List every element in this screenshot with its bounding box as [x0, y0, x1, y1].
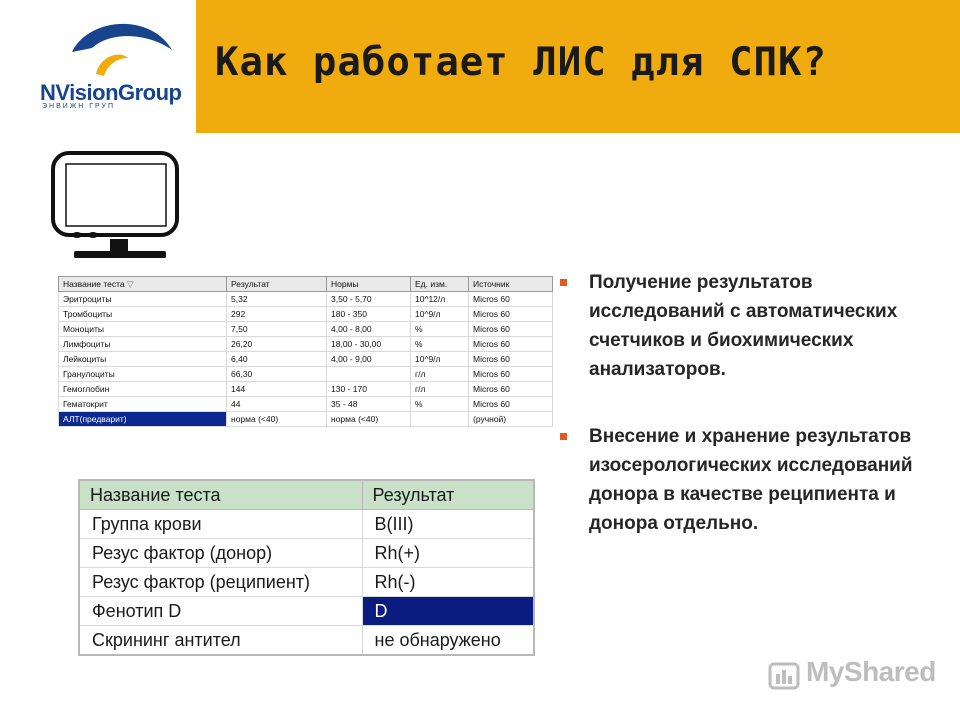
- table-row[interactable]: [59, 352, 553, 367]
- table-cell: 130 - 170: [327, 382, 411, 397]
- page-title: Как работает ЛИС для СПК?: [215, 40, 827, 85]
- table-cell: 10^9/л: [411, 307, 469, 322]
- bullet-text: Получение результатов исследований с автоматических счетчиков и биохимических анализаторов.: [589, 272, 898, 380]
- table-header-row: [59, 277, 553, 292]
- table-cell: D: [362, 597, 534, 626]
- table-header-row: [79, 480, 534, 510]
- bullet-list: [558, 268, 928, 538]
- table-cell: (ручной): [469, 412, 553, 427]
- table-cell: Резус фактор (реципиент): [79, 568, 362, 597]
- table-cell: Гранулоциты: [59, 367, 227, 382]
- sort-arrow-icon[interactable]: ▽: [127, 278, 134, 289]
- table-cell: Micros 60: [469, 367, 553, 382]
- column-header[interactable]: Результат: [227, 277, 327, 292]
- table-cell: Micros 60: [469, 307, 553, 322]
- table-cell: АЛТ(предварит): [59, 412, 227, 427]
- table-cell: г/л: [411, 382, 469, 397]
- logo-swoosh-icon: [0, 0, 196, 85]
- table-cell: 292: [227, 307, 327, 322]
- table-cell: 35 - 48: [327, 397, 411, 412]
- table-cell: норма (<40): [227, 412, 327, 427]
- table-cell: Micros 60: [469, 397, 553, 412]
- table-cell: Тромбоциты: [59, 307, 227, 322]
- table-cell: 10^12/л: [411, 292, 469, 307]
- table-row[interactable]: [59, 367, 553, 382]
- bullet-marker: [560, 279, 567, 286]
- table-cell: Micros 60: [469, 337, 553, 352]
- logo-subtitle: ЭНВИЖН ГРУП: [42, 103, 116, 110]
- column-header[interactable]: [59, 277, 227, 292]
- table-cell: [327, 367, 411, 382]
- table-cell: не обнаружено: [362, 626, 534, 656]
- table-row[interactable]: [59, 337, 553, 352]
- table-cell: Скрининг антител: [79, 626, 362, 656]
- table-row[interactable]: [79, 568, 534, 597]
- column-header[interactable]: Источник: [469, 277, 553, 292]
- table-cell: Micros 60: [469, 352, 553, 367]
- table-row-selected[interactable]: [59, 412, 553, 427]
- table-cell: Micros 60: [469, 382, 553, 397]
- table-cell: Группа крови: [79, 510, 362, 539]
- table-row-selected[interactable]: [79, 597, 534, 626]
- table-row[interactable]: [79, 510, 534, 539]
- table-cell: Гематокрит: [59, 397, 227, 412]
- table-cell: Моноциты: [59, 322, 227, 337]
- table-cell: %: [411, 397, 469, 412]
- table-cell: 6,40: [227, 352, 327, 367]
- table-cell: Лейкоциты: [59, 352, 227, 367]
- table-cell: норма (<40): [327, 412, 411, 427]
- table-cell: B(III): [362, 510, 534, 539]
- lab-results-table: [58, 276, 553, 427]
- logo-name: NVisionGroup: [40, 80, 182, 105]
- monitor-icon: [50, 150, 182, 265]
- table-cell: %: [411, 322, 469, 337]
- column-header[interactable]: Название теста: [79, 480, 362, 510]
- column-header-label: Название теста: [63, 278, 125, 289]
- bullet-item: [558, 422, 928, 538]
- table-cell: %: [411, 337, 469, 352]
- table-row[interactable]: [59, 292, 553, 307]
- table-cell: Micros 60: [469, 322, 553, 337]
- table-cell: Лимфоциты: [59, 337, 227, 352]
- table-cell: Фенотип D: [79, 597, 362, 626]
- logo: [0, 0, 196, 133]
- table-row[interactable]: [79, 539, 534, 568]
- table-row[interactable]: [59, 307, 553, 322]
- table-cell: 66,30: [227, 367, 327, 382]
- myshared-icon: [768, 660, 802, 692]
- table-cell: 26,20: [227, 337, 327, 352]
- watermark: MyShared: [806, 656, 936, 687]
- bullet-marker: [560, 433, 567, 440]
- column-header[interactable]: Результат: [362, 480, 534, 510]
- table-row[interactable]: [79, 626, 534, 656]
- table-cell: [411, 412, 469, 427]
- table-cell: Эритроциты: [59, 292, 227, 307]
- table-cell: г/л: [411, 367, 469, 382]
- table-cell: Rh(-): [362, 568, 534, 597]
- table-cell: 3,50 - 5,70: [327, 292, 411, 307]
- table-cell: 144: [227, 382, 327, 397]
- table-row[interactable]: [59, 382, 553, 397]
- table-cell: 10^9/л: [411, 352, 469, 367]
- table-cell: 18,00 - 30,00: [327, 337, 411, 352]
- table-cell: Резус фактор (донор): [79, 539, 362, 568]
- column-header[interactable]: Ед. изм.: [411, 277, 469, 292]
- header-bar: [0, 0, 960, 133]
- table-row[interactable]: [59, 397, 553, 412]
- table-cell: Гемоглобин: [59, 382, 227, 397]
- table-row[interactable]: [59, 322, 553, 337]
- table-cell: 44: [227, 397, 327, 412]
- bullet-text: Внесение и хранение результатов изосерологических исследований донора в качестве реципиента и донора отдельно.: [589, 426, 913, 534]
- table-cell: 7,50: [227, 322, 327, 337]
- blood-group-table: [78, 479, 535, 656]
- table-cell: Rh(+): [362, 539, 534, 568]
- column-header[interactable]: Нормы: [327, 277, 411, 292]
- table-cell: 5,32: [227, 292, 327, 307]
- table-cell: 4,00 - 9,00: [327, 352, 411, 367]
- table-cell: 180 - 350: [327, 307, 411, 322]
- bullet-item: [558, 268, 928, 384]
- table-cell: Micros 60: [469, 292, 553, 307]
- table-cell: 4,00 - 8,00: [327, 322, 411, 337]
